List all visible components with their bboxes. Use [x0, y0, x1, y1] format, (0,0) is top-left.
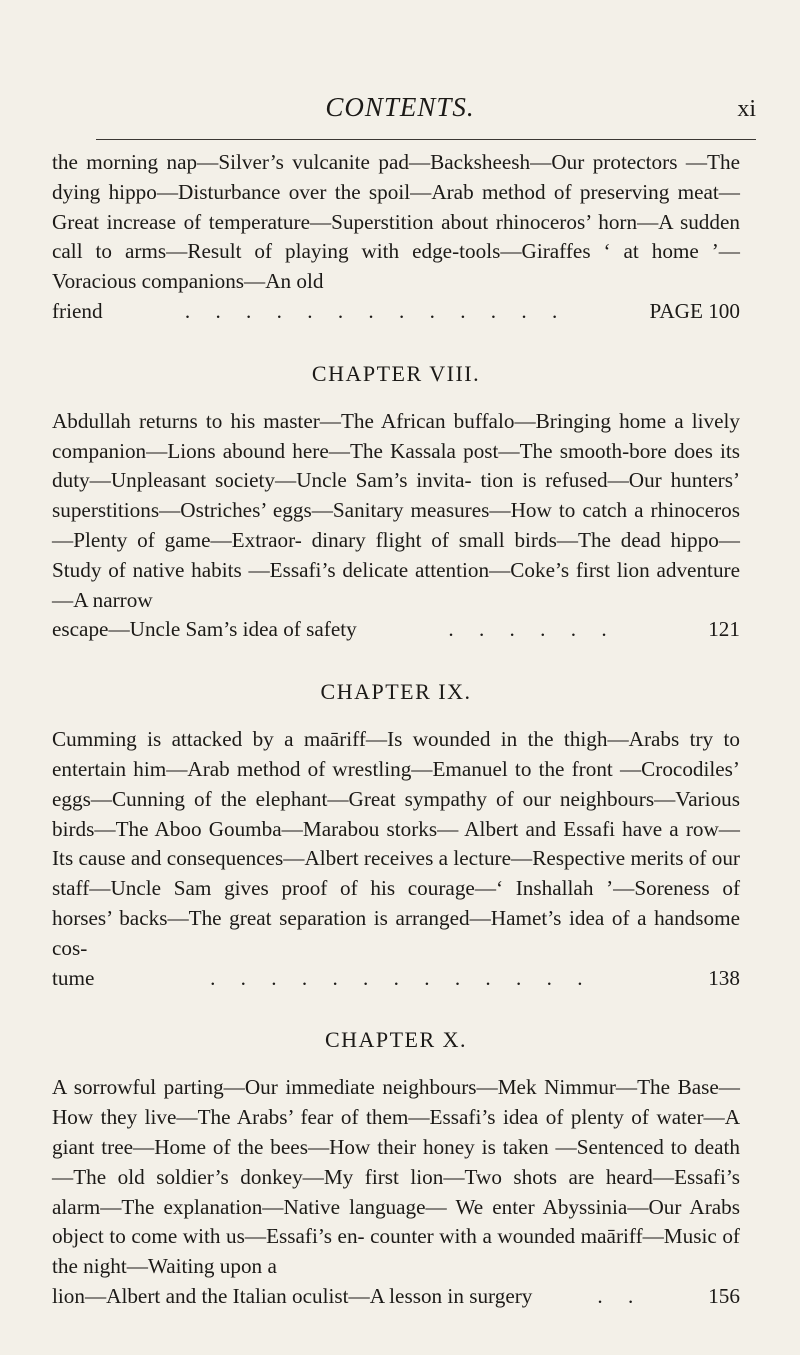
toc-last-text: escape—Uncle Sam’s idea of safety: [52, 617, 357, 642]
dot-leader: . . . . . . . . . . . . .: [210, 965, 593, 990]
chapter-heading: CHAPTER X.: [324, 1027, 468, 1053]
dot-leader: . . . . . . . . . . . . .: [184, 298, 568, 323]
page-reference: 138: [708, 965, 740, 990]
contents-body: [52, 148, 740, 1312]
chapter-heading: CHAPTER IX.: [320, 679, 472, 705]
toc-last-text: friend: [52, 298, 103, 323]
dot-leader: . . . . . .: [448, 617, 617, 642]
toc-last-text: lion—Albert and the Italian oculist—A lesson in surgery: [52, 1283, 533, 1308]
toc-last-text: tume: [52, 965, 95, 990]
toc-last-line: [52, 1282, 740, 1312]
page-title: CONTENTS.: [325, 92, 475, 122]
toc-last-line: [52, 297, 740, 327]
chapter-summary: Abdullah returns to his master—The African buffalo—Bringing home a lively companion—Lions abound here—The Kassala post—The smooth-bore does its duty—Unpleasant society—Uncle Sam’s invita- tion is refused—Our hunters’ superstitions—Ostriches’ eggs—Sanitary measures—How to catch a rhinoceros—Plenty of game—Extraor- dinary flight of small birds—The dead hippo—Study of native habits —Essafi’s delicate attention—Coke’s first lion adventure—A narrow: [52, 408, 740, 612]
chapter-summary: A sorrowful parting—Our immediate neighbours—Mek Nimmur—The Base—How they live—The Arabs’ fear of them—Essafi’s idea of plenty of water—A giant tree—Home of the bees—How their honey is taken —Sentenced to death—The old soldier’s donkey—My first lion—Two shots are heard—Essafi’s alarm—The explanation—Native language— We enter Abyssinia—Our Arabs object to come with us—Essafi’s en- counter with a wounded maāriff—Music of the night—Waiting upon a: [52, 1075, 740, 1279]
contents-entry: [52, 148, 740, 327]
page-reference: 156: [708, 1283, 740, 1308]
page-reference: 121: [708, 617, 740, 642]
page-reference: PAGE 100: [649, 298, 740, 323]
dot-leader: . .: [597, 1283, 644, 1308]
chapter-heading: CHAPTER VIII.: [311, 360, 481, 386]
contents-entry: [52, 1027, 740, 1311]
page-number: xi: [737, 96, 756, 122]
chapter-summary: the morning nap—Silver’s vulcanite pad—Backsheesh—Our protectors —The dying hippo—Disturbance over the spoil—Arab method of preserving meat—Great increase of temperature—Superstition about rhinoceros’ horn—A sudden call to arms—Result of playing with edge-tools—Giraffes ‘ at home ’—Voracious companions—An old: [52, 150, 740, 294]
toc-last-line: [52, 615, 740, 645]
header-rule: [96, 139, 756, 140]
chapter-summary: Cumming is attacked by a maāriff—Is wounded in the thigh—Arabs try to entertain him—Arab method of wrestling—Emanuel to the front —Crocodiles’ eggs—Cunning of the elephant—Great sympathy of our neighbours—Various birds—The Aboo Goumba—Marabou storks— Albert and Essafi have a row—Its cause and consequences—Albert receives a lecture—Respective merits of our staff—Uncle Sam gives proof of his courage—‘ Inshallah ’—Soreness of horses’ backs—The great separation is arranged—Hamet’s idea of a handsome cos-: [52, 727, 740, 960]
toc-last-line: [52, 964, 740, 994]
contents-entry: [52, 679, 740, 993]
running-head: [0, 92, 800, 132]
contents-entry: [52, 361, 740, 645]
